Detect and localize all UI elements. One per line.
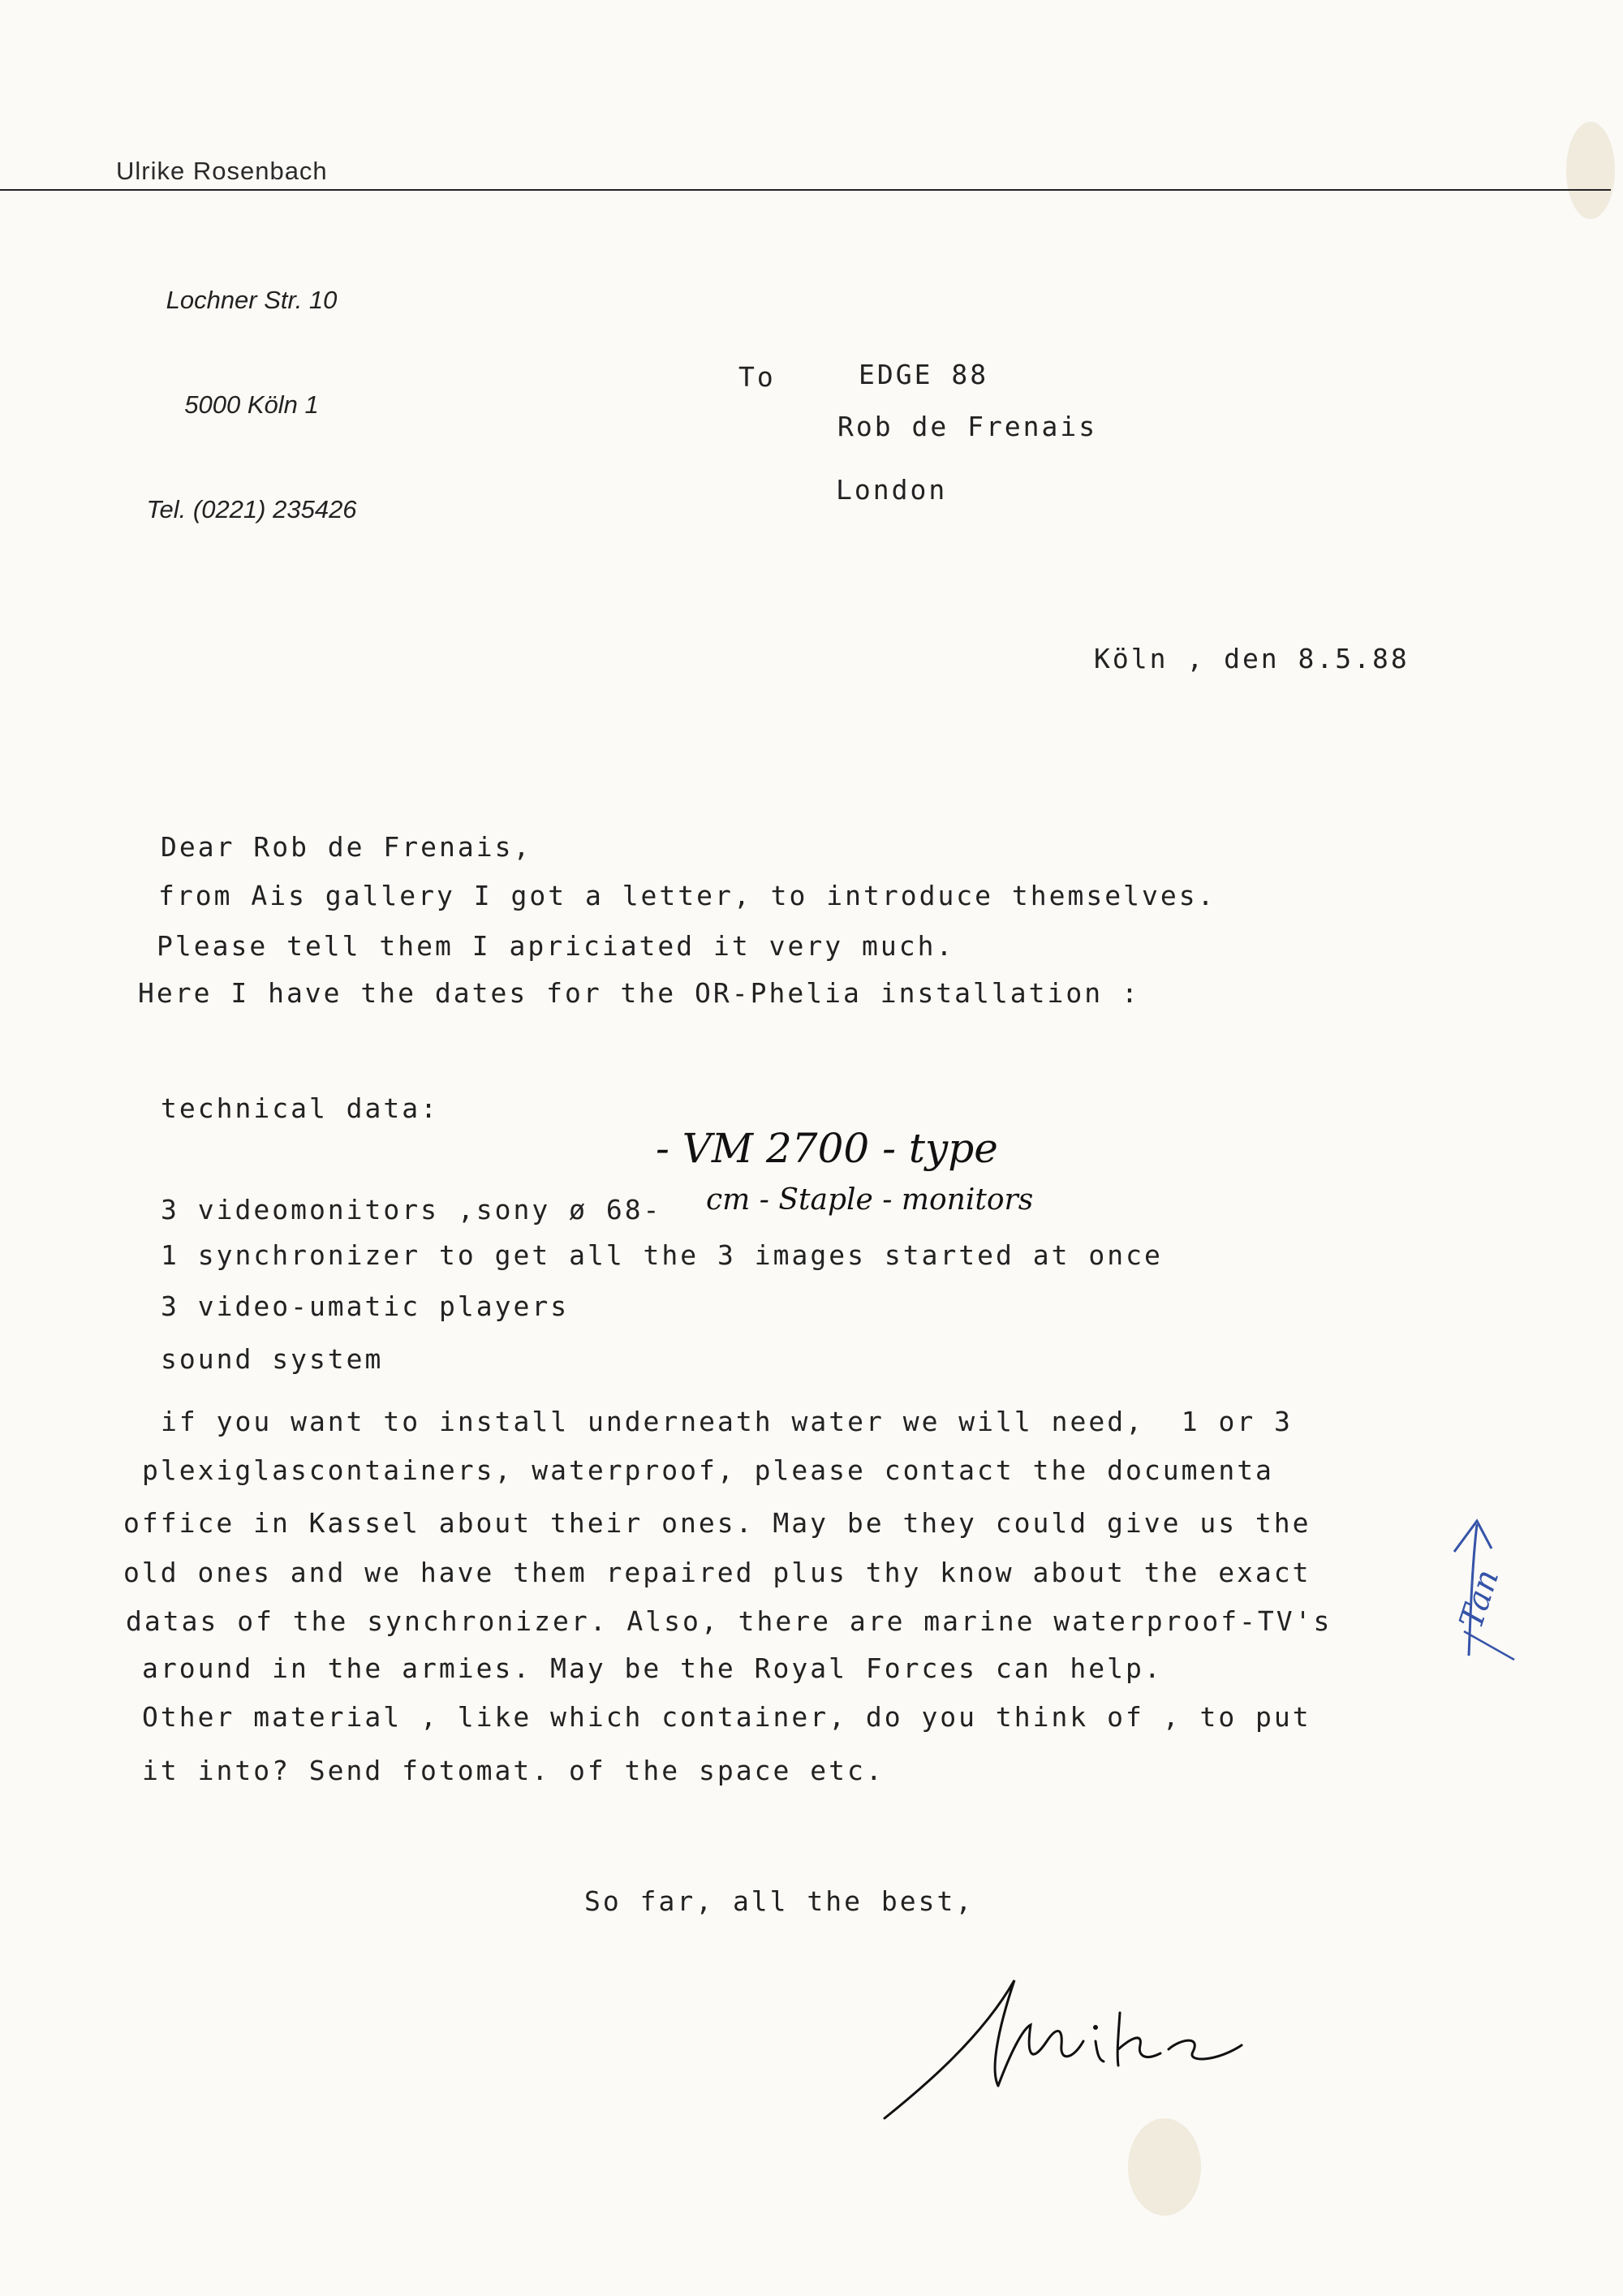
to-label: To xyxy=(738,361,776,393)
technical-item: 3 video-umatic players xyxy=(161,1290,570,1322)
paragraph-line: if you want to install underneath water we will need, 1 or 3 xyxy=(161,1406,1293,1437)
letterhead-rule xyxy=(0,189,1611,191)
handwritten-monitor-note: cm - Staple - monitors xyxy=(706,1183,1034,1217)
intro-line: from Ais gallery I got a letter, to introduce themselves. xyxy=(158,880,1216,911)
paragraph-line: plexiglascontainers, waterproof, please contact the documenta xyxy=(142,1454,1274,1486)
technical-heading: technical data: xyxy=(161,1092,440,1124)
recipient-line: London xyxy=(836,474,948,506)
closing: So far, all the best, xyxy=(584,1885,975,1917)
recipient-line: Rob de Frenais xyxy=(837,411,1098,442)
salutation: Dear Rob de Frenais, xyxy=(161,831,532,863)
paragraph-line: around in the armies. May be the Royal Forces can help. xyxy=(142,1652,1163,1684)
sender-address xyxy=(130,213,373,597)
paragraph-line: it into? Send fotomat. of the space etc. xyxy=(142,1755,885,1786)
technical-item: 1 synchronizer to get all the 3 images started at once xyxy=(161,1239,1163,1271)
intro-line: Here I have the dates for the OR-Phelia installation : xyxy=(138,977,1140,1009)
date-line: Köln , den 8.5.88 xyxy=(1094,643,1410,674)
address-line: 5000 Köln 1 xyxy=(184,390,319,419)
handwritten-margin-note: Tan xyxy=(1453,1565,1507,1634)
paragraph-line: old ones and we have them repaired plus thy know about the exact xyxy=(123,1557,1311,1588)
handwritten-model-note: - VM 2700 - type xyxy=(656,1125,998,1172)
technical-item: sound system xyxy=(161,1343,384,1375)
technical-item: 3 videomonitors ,sony ø 68- xyxy=(161,1194,662,1226)
margin-arrow-icon xyxy=(1436,1510,1558,1704)
signature-image xyxy=(860,1964,1282,2134)
paragraph-line: office in Kassel about their ones. May be they could give us the xyxy=(123,1507,1311,1539)
intro-line: Please tell them I apriciated it very much. xyxy=(157,930,955,962)
letterhead-name: Ulrike Rosenbach xyxy=(116,157,328,185)
paragraph-line: Other material , like which container, do you think of , to put xyxy=(142,1701,1311,1733)
paper-stain xyxy=(1566,122,1615,219)
paragraph-line: datas of the synchronizer. Also, there are marine waterproof-TV's xyxy=(126,1605,1332,1637)
address-line: Tel. (0221) 235426 xyxy=(146,495,357,523)
address-line: Lochner Str. 10 xyxy=(166,286,338,314)
recipient-line: EDGE 88 xyxy=(859,359,989,390)
